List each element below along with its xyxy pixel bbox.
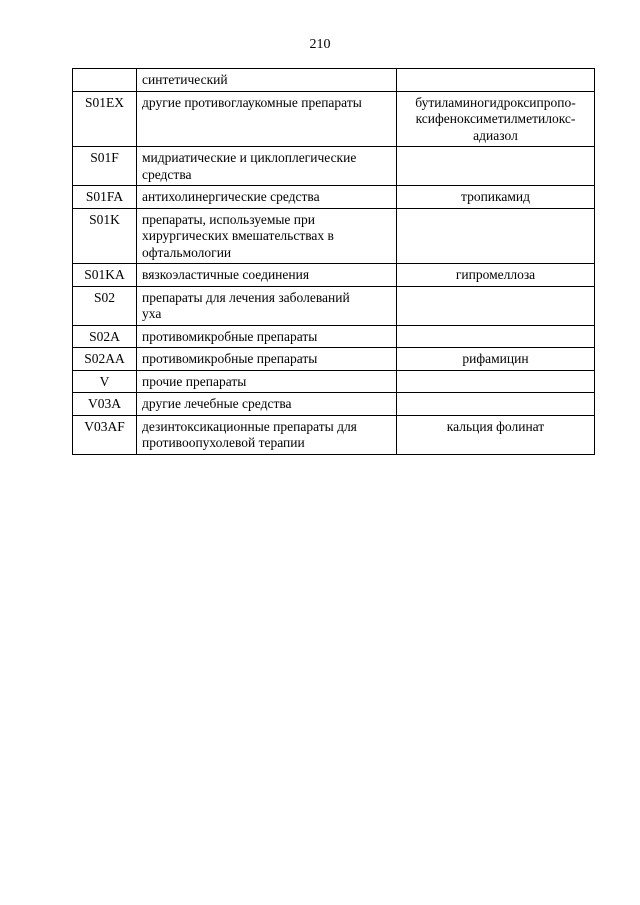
code-cell-text: V03AF [84, 418, 125, 434]
drug-cell-text: кальция фолинат [446, 418, 545, 434]
description-cell-text: другие противоглаукомные препараты [142, 94, 362, 110]
code-cell [73, 348, 137, 371]
drug-cell-text: гипромеллоза [455, 267, 536, 282]
code-cell [73, 91, 137, 147]
drug-cell [397, 186, 595, 209]
table-row [73, 69, 595, 92]
code-cell-text: V03A [88, 396, 121, 411]
code-cell-text: S01EX [84, 94, 124, 110]
table-row [73, 91, 595, 147]
code-cell-text: S02AA [84, 351, 125, 366]
atc-drug-table [72, 68, 595, 455]
code-cell-text: S01F [90, 150, 119, 165]
code-cell [73, 415, 137, 454]
code-cell [73, 393, 137, 416]
code-cell-text: V [99, 373, 110, 389]
table-row [73, 348, 595, 371]
table-row [73, 370, 595, 393]
description-cell-text: противомикробные препараты [142, 351, 318, 366]
code-cell [73, 186, 137, 209]
description-cell-text: другие лечебные средства [142, 396, 292, 411]
description-cell-text: дезинтоксикационные препараты для противоопухолевой терапии [142, 418, 357, 450]
drug-cell [397, 264, 595, 287]
code-cell-text: S01FA [85, 189, 124, 204]
code-cell [73, 69, 137, 92]
description-cell [137, 325, 397, 348]
table-row [73, 208, 595, 264]
description-cell [137, 69, 397, 92]
drug-cell-text: бутиламиногидроксипропо- ксифеноксиметилметилокс- адиазол [415, 94, 576, 143]
table-row [73, 286, 595, 325]
description-cell-text: прочие препараты [142, 373, 247, 389]
description-cell-text: противомикробные препараты [142, 328, 318, 344]
code-cell-text: S02A [89, 328, 120, 344]
table-row [73, 264, 595, 287]
description-cell-text: антихолинергические средства [142, 189, 320, 204]
description-cell [137, 208, 397, 264]
description-cell-text: препараты, используемые при хирургических вмешательствах в офтальмологии [142, 211, 334, 260]
drug-cell [397, 393, 595, 416]
description-cell-text: вязкоэластичные соединения [142, 267, 310, 282]
drug-cell [397, 325, 595, 348]
description-cell [137, 393, 397, 416]
drug-cell [397, 370, 595, 393]
description-cell [137, 286, 397, 325]
drug-cell [397, 415, 595, 454]
drug-cell [397, 348, 595, 371]
drug-cell [397, 91, 595, 147]
code-cell [73, 370, 137, 393]
code-cell-text: S01KA [84, 267, 125, 282]
drug-cell [397, 69, 595, 92]
table-row [73, 415, 595, 454]
drug-cell-text: рифамицин [462, 351, 529, 366]
drug-cell [397, 286, 595, 325]
code-cell [73, 325, 137, 348]
description-cell-text: препараты для лечения заболеваний уха [142, 289, 350, 321]
description-cell [137, 415, 397, 454]
code-cell [73, 264, 137, 287]
description-cell-text: синтетический [142, 72, 228, 87]
drug-cell [397, 147, 595, 186]
code-cell [73, 286, 137, 325]
table-row [73, 186, 595, 209]
description-cell [137, 186, 397, 209]
drug-cell-text: тропикамид [461, 189, 530, 204]
code-cell [73, 208, 137, 264]
description-cell [137, 348, 397, 371]
code-cell [73, 147, 137, 186]
description-cell [137, 91, 397, 147]
table-row [73, 393, 595, 416]
description-cell [137, 147, 397, 186]
code-cell-text: S02 [93, 289, 115, 305]
table-row [73, 325, 595, 348]
code-cell-text: S01K [89, 211, 120, 227]
description-cell [137, 264, 397, 287]
description-cell-text: мидриатические и циклоплегические средства [142, 150, 357, 182]
table-row [73, 147, 595, 186]
description-cell [137, 370, 397, 393]
page-number: 210 [309, 37, 331, 52]
drug-cell [397, 208, 595, 264]
